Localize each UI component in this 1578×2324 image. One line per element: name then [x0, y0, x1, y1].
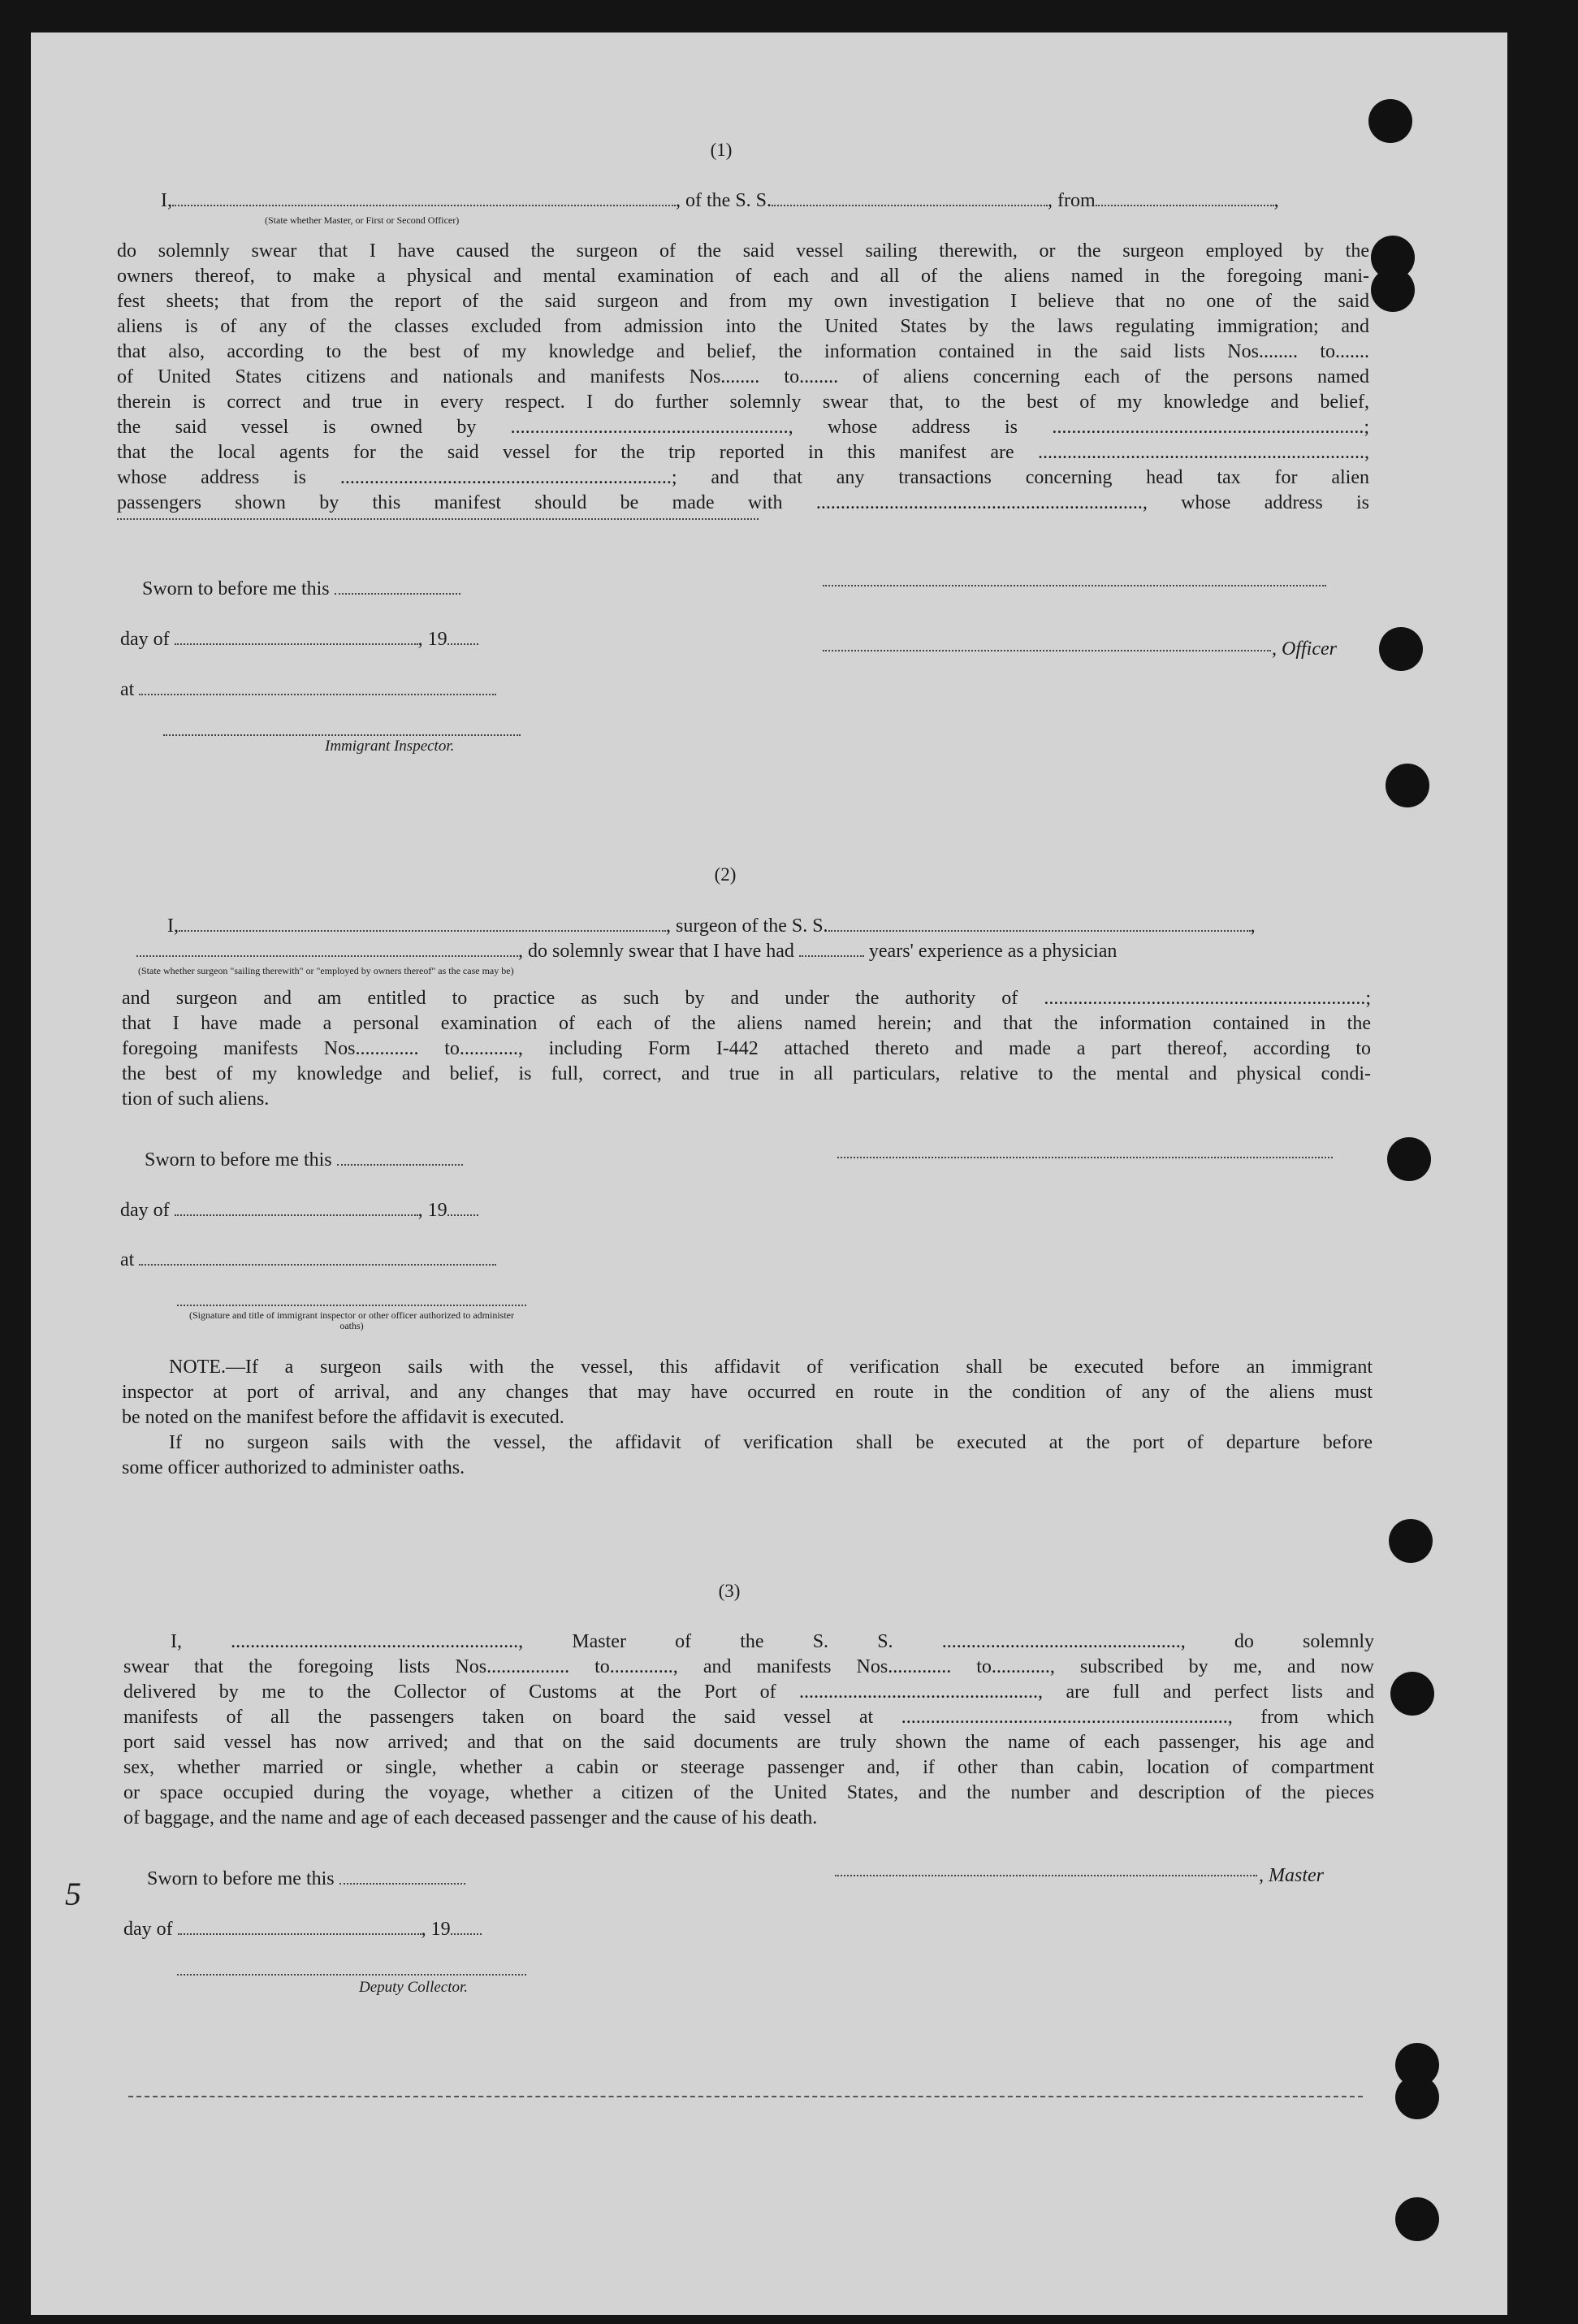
affidavit-line: I, ..........................................................., Master of the S. S. ................................................., do solemnly: [171, 1631, 1374, 1652]
punch-hole: [1389, 1519, 1433, 1563]
affidavit-line: and surgeon and am entitled to practice as such by and under the authority of ..................................................................;: [122, 988, 1371, 1009]
note-line: inspector at port of arrival, and any changes that may have occurred en route in the condition of any of the aliens must: [122, 1382, 1373, 1403]
deputy-collector-label: Deputy Collector.: [359, 1979, 469, 1996]
text: at: [120, 1249, 135, 1270]
affidavit-line: passengers shown by this manifest should be made with ..................................................................., whose address is: [117, 492, 1369, 513]
signature-line: [163, 734, 521, 736]
field-note: (State whether Master, or First or Second Officer): [265, 214, 460, 226]
affidavit-line: therein is correct and true in every respect. I do further solemnly swear that, to the best of my knowledge and belief,: [117, 392, 1369, 413]
section-number: (1): [710, 140, 733, 160]
officer-label: , Officer: [1272, 638, 1337, 660]
affidavit-line: that I have made a personal examination of each of the aliens named herein; and that the information contained in the: [122, 1013, 1371, 1034]
text: , surgeon of the S. S.: [666, 915, 828, 937]
blank-field: [175, 1198, 418, 1216]
affidavit-line: aliens is of any of the classes excluded from admission into the United States by the laws regulating immigration; and: [117, 316, 1369, 337]
affidavit-line: of baggage, and the name and age of each deceased passenger and the cause of his death.: [123, 1807, 818, 1828]
text: day of: [123, 1919, 173, 1940]
signature-line: [177, 1974, 526, 1976]
place-line: [120, 1248, 496, 1273]
bottom-rule: [128, 2096, 1363, 2097]
signature-line: [177, 1305, 526, 1306]
punch-hole: [1395, 2197, 1439, 2241]
note-line: some officer authorized to administer oaths.: [122, 1457, 465, 1478]
text: , 19: [417, 629, 447, 650]
affidavit-line: of United States citizens and nationals and manifests Nos........ to........ of aliens concerning each of the persons named: [117, 366, 1369, 387]
affidavit-heading-line: [161, 188, 1279, 214]
affidavit-line: tion of such aliens.: [122, 1088, 270, 1110]
affidavit-line: fest sheets; that from the report of the said surgeon and from my own investigation I believe that no one of the said: [117, 291, 1369, 312]
text: day of: [120, 629, 170, 650]
text: Sworn to before me this: [145, 1149, 332, 1171]
blank-field: [799, 939, 864, 957]
affidavit-line: owners thereof, to make a physical and mental examination of each and all of the aliens named in the foregoing mani-: [117, 266, 1369, 287]
blank-field: [139, 1248, 496, 1266]
affidavit-line: manifests of all the passengers taken on board the said vessel at ..................................................................., from which: [123, 1707, 1374, 1728]
affidavit-line: that the local agents for the said vessel for the trip reported in this manifest are ...................................................................,: [117, 442, 1369, 463]
text: day of: [120, 1200, 170, 1221]
affidavit-line: the said vessel is owned by ........................................................., whose address is ................................................................;: [117, 417, 1369, 438]
affidavit-line: swear that the foregoing lists Nos................. to............., and manifests Nos............. to............, subscribed by me, and now: [123, 1656, 1374, 1677]
date-line: [120, 1198, 478, 1223]
affidavit-line: sex, whether married or single, whether a cabin or steerage passenger and, if other than cabin, location of compartment: [123, 1757, 1374, 1778]
text: , of the S. S.: [676, 190, 772, 211]
punch-hole: [1387, 1137, 1431, 1181]
sworn-line: [142, 577, 460, 602]
affidavit-heading-line: [167, 914, 1256, 939]
signature-line: [823, 585, 1326, 586]
affidavit-line: or space occupied during the voyage, whether a citizen of the United States, and the number and description of the pieces: [123, 1782, 1374, 1803]
affidavit-line: foregoing manifests Nos............. to............, including Form I-442 attached thereto and made a part thereof, according to: [122, 1038, 1371, 1059]
blank-field: [175, 627, 418, 645]
text: at: [120, 679, 135, 700]
affidavit-line: do solemnly swear that I have caused the surgeon of the said vessel sailing therewith, or the surgeon employed by the: [117, 240, 1369, 262]
text: ,: [1273, 190, 1279, 211]
signature-line: [837, 1157, 1333, 1158]
blank-field: [136, 939, 518, 957]
text: Sworn to before me this: [142, 578, 330, 599]
affidavit-heading-line: [136, 939, 1117, 964]
handwritten-margin-mark: 5: [65, 1876, 81, 1912]
section-number: (3): [718, 1581, 741, 1601]
note-line: NOTE.—If a surgeon sails with the vessel, this affidavit of verification shall be executed before an immigrant: [169, 1357, 1373, 1378]
text: , from: [1048, 190, 1096, 211]
blank-field: [772, 188, 1048, 206]
blank-field: [139, 677, 496, 695]
text: I,: [161, 190, 172, 211]
signature-line: [823, 650, 1271, 651]
blank-field: [179, 914, 666, 932]
text: , do solemnly swear that I have had: [518, 941, 794, 962]
sworn-line: [147, 1867, 465, 1892]
date-line: [120, 627, 478, 652]
affidavit-line: the best of my knowledge and belief, is full, correct, and true in all particulars, relative to the mental and physical condi-: [122, 1063, 1371, 1084]
blank-field: [337, 1148, 463, 1166]
master-label: , Master: [1259, 1865, 1324, 1886]
text: I,: [167, 915, 179, 937]
punch-hole: [1379, 627, 1423, 671]
blank-field: [447, 1198, 478, 1216]
sworn-line: [145, 1148, 463, 1173]
affidavit-line: delivered by me to the Collector of Customs at the Port of ................................................., are full and perfect lists and: [123, 1681, 1374, 1703]
blank-field: [828, 914, 1251, 932]
field-note: (State whether surgeon "sailing therewith" or "employed by owners thereof" as the case may be): [138, 965, 514, 976]
inspector-label: Immigrant Inspector.: [325, 738, 455, 755]
punch-hole: [1386, 764, 1429, 807]
text: ,: [1250, 915, 1256, 937]
blank-field: [335, 577, 460, 595]
note-line: be noted on the manifest before the affidavit is executed.: [122, 1407, 564, 1428]
blank-field: [1096, 188, 1274, 206]
text: , 19: [421, 1919, 451, 1940]
punch-hole: [1390, 1672, 1434, 1716]
text: , 19: [417, 1200, 447, 1221]
punch-hole: [1368, 99, 1412, 143]
date-line: [123, 1917, 482, 1942]
signature-line: [835, 1875, 1257, 1876]
punch-hole: [1395, 2075, 1439, 2119]
blank-field: [339, 1867, 465, 1885]
affidavit-line: whose address is ....................................................................; and that any transactions concerning head tax for alien: [117, 467, 1369, 488]
place-line: [120, 677, 496, 703]
text: Sworn to before me this: [147, 1868, 335, 1889]
section-number: (2): [714, 864, 737, 885]
blank-field: [447, 627, 478, 645]
punch-hole: [1371, 268, 1415, 312]
affidavit-line: port said vessel has now arrived; and that on the said documents are truly shown the name of each passenger, his age and: [123, 1732, 1374, 1753]
document-page: [31, 32, 1507, 2315]
affidavit-line: that also, according to the best of my knowledge and belief, the information contained in the said lists Nos........ to.......: [117, 341, 1369, 362]
signature-caption: (Signature and title of immigrant inspector or other officer authorized to administer oaths): [189, 1309, 514, 1331]
note-line: If no surgeon sails with the vessel, the affidavit of verification shall be executed at the port of departure before: [169, 1432, 1373, 1453]
blank-field: [178, 1917, 422, 1935]
text: years' experience as a physician: [868, 941, 1118, 962]
blank-field: [451, 1917, 482, 1935]
blank-field: [117, 518, 759, 520]
blank-field: [172, 188, 676, 206]
